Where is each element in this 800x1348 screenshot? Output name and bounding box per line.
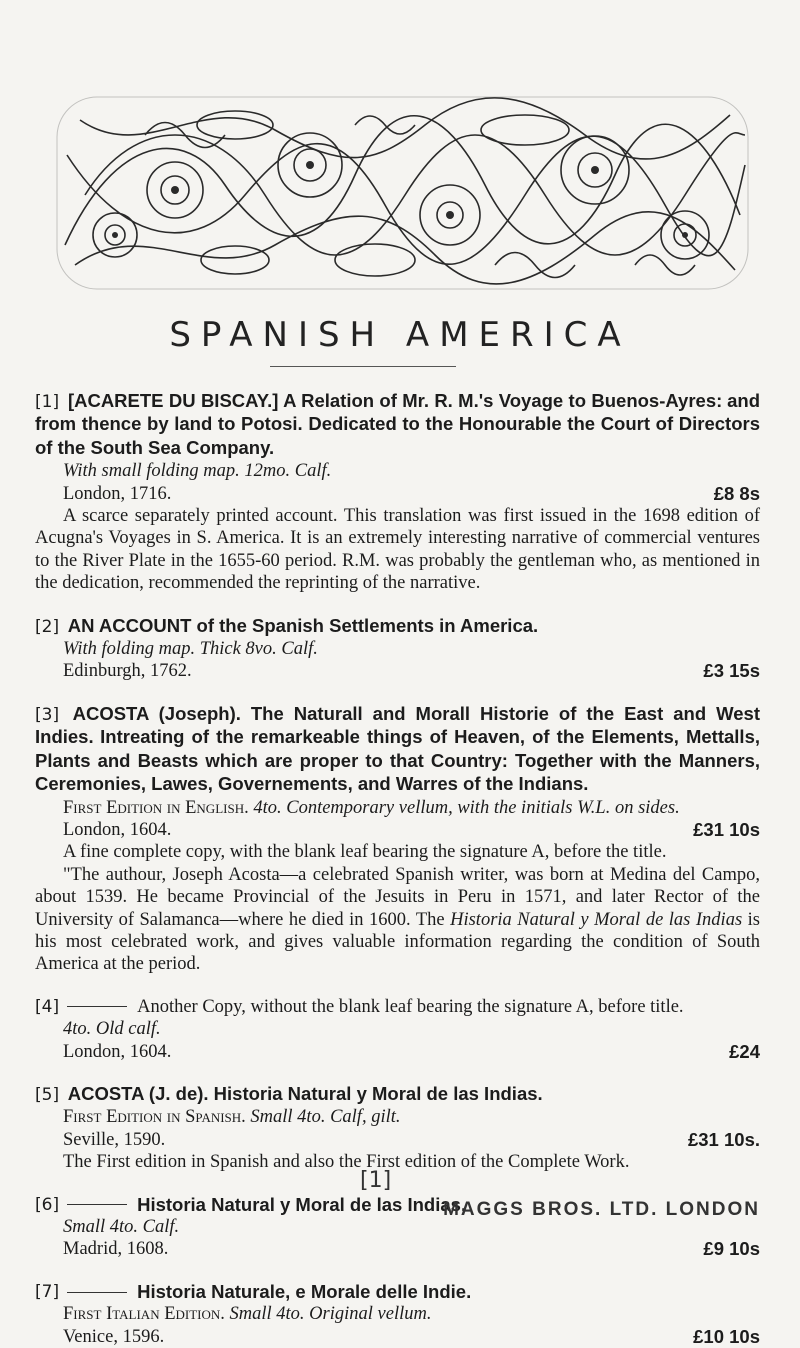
entry-note-quote-rest: is his most celebrated work, and gives valuable information regarding the condition of South America at the period. [35, 909, 760, 975]
entry-number: [4] [35, 996, 60, 1017]
entry-price: £31 10s. [687, 1128, 760, 1150]
entry-format: 4to. Contemporary vellum, with the initials W.L. on sides. [253, 797, 680, 818]
entry-place: Venice, 1596. [63, 1326, 165, 1347]
entry-number: [2] [35, 616, 60, 637]
entry-price: £9 10s [703, 1238, 760, 1260]
entry-heading: [ACARETE DU BISCAY.] A Relation of Mr. R. M.'s Voyage to Buenos-Ayres: [67, 390, 723, 411]
entry-place: London, 1604. [63, 819, 172, 840]
entry-format: 4to. Old calf. [63, 1019, 161, 1040]
publisher-imprint: MAGGS BROS. LTD. LONDON [443, 1199, 760, 1220]
entry-place: London, 1716. [63, 483, 172, 504]
entry-edition: First Edition in English. [63, 797, 249, 818]
entry-number: [7] [35, 1281, 60, 1302]
page-number: [1] [360, 1168, 392, 1193]
ditto-dash [67, 1204, 127, 1205]
entry-place: Seville, 1590. [63, 1129, 166, 1150]
title-rule [270, 366, 456, 367]
entry-place: London, 1604. [63, 1041, 172, 1062]
entry-place: Madrid, 1608. [63, 1239, 169, 1260]
entry-format: With folding map. Thick 8vo. Calf. [63, 639, 318, 660]
entry-price: £3 15s [703, 660, 760, 682]
entry-heading: Another Copy, without the blank leaf bearing the signature A, before title. [137, 996, 684, 1017]
entry-note: A fine complete copy, with the blank leaf bearing the signature A, before the title. [63, 842, 667, 863]
entry-price: £24 [729, 1040, 760, 1062]
entry-heading: ACOSTA (J. de). Historia Natural y Moral de las Indias. [67, 1082, 543, 1104]
ditto-dash [67, 1006, 127, 1007]
catalogue-entry-2 [35, 615, 760, 683]
ditto-dash [67, 1292, 127, 1293]
entry-heading: Historia Natural y Moral de las Indias. [137, 1193, 467, 1215]
entry-number: [1] [35, 392, 60, 412]
entry-format: With small folding map. 12mo. Calf. [63, 461, 332, 482]
catalogue-entry-3 [35, 703, 760, 976]
catalogue-entry-7 [35, 1281, 760, 1348]
entry-note-quote-text: "The authour, Joseph Acosta—a celebrated Spanish writer, was born at Medina del Campo, about 1539. He became Provincial of the Jesuits in Peru in 1571, and later Rector of the University of Salamanca—where he died in 1600. The [35, 864, 760, 930]
entry-format: Small 4to. Original vellum. [229, 1304, 432, 1325]
entry-number: [5] [35, 1084, 60, 1105]
decorative-banner [55, 95, 750, 291]
entry-format: Small 4to. Calf, gilt. [250, 1107, 401, 1128]
entry-heading: Historia Naturale, e Morale delle Indie. [137, 1280, 472, 1302]
entry-note-quote [35, 864, 760, 976]
entry-price: £31 10s [693, 818, 760, 840]
entry-edition: First Edition in Spanish. [63, 1107, 246, 1128]
entry-note: A scarce separately printed account. This translation was first issued in the 1698 edition of Acugna's Voyages in S. America. It is an extremely interesting narrative of commercial ventures to the River Plate in the 1655-60 period. R.M. was probably the gentleman who, as mentioned in the dedication, recommended the reprinting of the narrative. [35, 506, 760, 594]
entry-note: The First edition in Spanish and also the First edition of the Complete Work. [63, 1152, 630, 1173]
catalogue-entry-1 [35, 390, 760, 595]
entry-heading: ACOSTA (Joseph). The Naturall and Morall Historie of the East and West Indies. [35, 702, 760, 748]
entry-heading: AN ACCOUNT of the Spanish Settlements in America. [67, 614, 539, 636]
entry-place: Edinburgh, 1762. [63, 661, 192, 682]
entry-subtitle: and from thence by land to Potosi. Dedicated to the Honourable the Court of Directors of the South Sea Company. [35, 390, 761, 458]
page-title: SPANISH AMERICA [169, 315, 631, 355]
entry-note-quote-title: Historia Natural y Moral de las Indias [450, 909, 743, 930]
entry-price: £10 10s [693, 1325, 760, 1347]
entry-number: [6] [35, 1194, 60, 1215]
catalogue-entry-4 [35, 996, 760, 1063]
entry-subtitle: Intreating of the remarkeable things of Heaven, of the Elements, Mettalls, Plants and Beasts which are proper to that Country: Together with the Manners, Ceremonies, Lawes, Governements, and Warres of the Indians. [35, 726, 760, 795]
catalogue-entry-5 [35, 1083, 760, 1174]
entry-number: [3] [35, 704, 60, 725]
entry-format: Small 4to. Calf. [63, 1217, 180, 1237]
entry-edition: First Italian Edition. [63, 1304, 225, 1325]
entry-price: £8 8s [713, 482, 760, 504]
